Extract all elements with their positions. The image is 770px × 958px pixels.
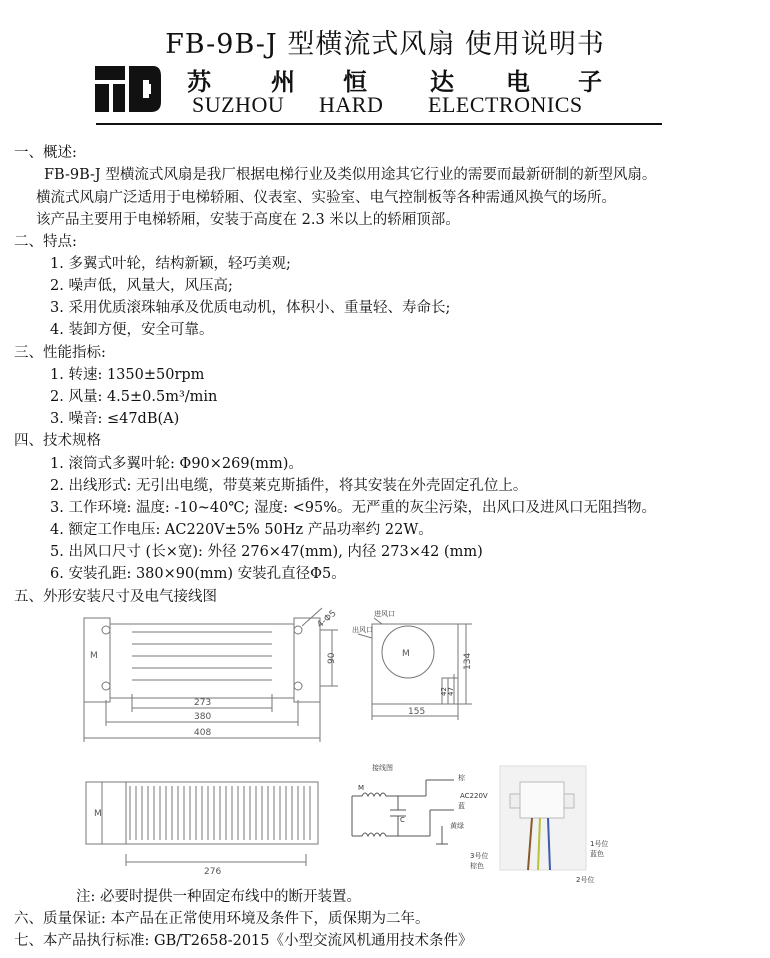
section-3-heading: 三、性能指标: <box>14 345 106 361</box>
spec-item: 3. 工作环境: 温度: -10~40℃; 湿度: <95%。无严重的灰尘污染，出风口及进风口无阻挡物。 <box>50 500 656 516</box>
wiring-voltage: AC220V <box>460 792 488 800</box>
company-en-1: SUZHOU <box>192 92 285 117</box>
photo-pos3: 3号位 <box>470 852 489 860</box>
wiring-motor: M <box>358 784 365 792</box>
section-5-heading: 五、外形安装尺寸及电气接线图 <box>14 589 217 605</box>
company-cn-char-4: 达 <box>430 68 454 96</box>
installation-note: 注: 必要时提供一种固定布线中的断开装置。 <box>76 889 361 905</box>
wiring-brown: 棕 <box>458 774 465 782</box>
front-motor-label: M <box>90 651 98 661</box>
photo-pos1-color: 蓝色 <box>590 850 604 858</box>
company-cn-char-5: 电 <box>506 68 530 96</box>
wiring-capacitor: C <box>400 816 405 824</box>
wiring-yellow-green: 黄绿 <box>450 822 464 830</box>
feature-item: 1. 多翼式叶轮，结构新颖，轻巧美观; <box>50 256 291 272</box>
performance-item: 3. 噪音: ≤47dB(A) <box>50 411 180 427</box>
section-6: 六、质量保证: 本产品在正常使用环境及条件下，质保期为二年。 <box>14 911 430 927</box>
side-dim-47: 47 <box>447 687 455 696</box>
page-title: FB-9B-J 型横流式风扇 使用说明书 <box>165 29 605 60</box>
company-cn-char-6: 子 <box>578 68 602 96</box>
side-tag-inlet: 进风口 <box>374 610 395 618</box>
photo-pos3-color: 棕色 <box>470 862 484 870</box>
side-view-drawing <box>346 604 496 724</box>
bottom-dim-276: 276 <box>204 867 222 877</box>
front-dim-380: 380 <box>194 712 212 722</box>
feature-item: 4. 装卸方便，安全可靠。 <box>50 322 214 338</box>
section-1-line-3: 该产品主要用于电梯轿厢，安装于高度在 2.3 米以上的轿厢顶部。 <box>36 212 460 228</box>
photo-pos1: 1号位 <box>590 840 609 848</box>
company-en-3: ELECTRONICS <box>428 92 583 117</box>
section-4-heading: 四、技术规格 <box>14 433 101 449</box>
company-en-2: HARD <box>319 92 384 117</box>
section-1-heading: 一、概述: <box>14 145 77 161</box>
section-1-line-2: 横流式风扇广泛适用于电梯轿厢、仪表室、实验室、电气控制板等各种需通风换气的场所。 <box>36 190 616 206</box>
front-dim-hole: 4-Φ5 <box>315 608 339 631</box>
front-dim-90: 90 <box>327 652 337 664</box>
company-cn-char-3: 恒 <box>343 68 367 96</box>
company-cn-char-1: 苏 <box>187 68 211 96</box>
photo-pos2: 2号位 <box>576 876 595 884</box>
front-dim-273: 273 <box>194 698 212 708</box>
spec-item: 5. 出风口尺寸 (长×宽): 外径 276×47(mm), 内径 273×42 (mm) <box>50 544 483 560</box>
feature-item: 2. 噪声低，风量大，风压高; <box>50 278 233 294</box>
connector-photo <box>470 764 620 888</box>
performance-item: 1. 转速: 1350±50rpm <box>50 367 205 383</box>
side-dim-42: 42 <box>440 687 448 696</box>
company-logo <box>95 66 161 112</box>
side-dim-134: 134 <box>463 652 473 670</box>
spec-item: 1. 滚筒式多翼叶轮: Φ90×269(mm)。 <box>50 456 303 472</box>
bottom-view-drawing <box>80 768 330 880</box>
section-2-heading: 二、特点: <box>14 234 77 250</box>
performance-item: 2. 风量: 4.5±0.5m³/min <box>50 389 218 405</box>
section-7: 七、本产品执行标准: GB/T2658-2015《小型交流风机通用技术条件》 <box>14 933 473 949</box>
wiring-title: 接线图 <box>372 764 393 772</box>
side-tag-outlet: 出风口 <box>352 626 373 634</box>
front-view-drawing <box>76 604 346 744</box>
bottom-motor-label: M <box>94 809 102 819</box>
spec-item: 2. 出线形式: 无引出电缆，带莫莱克斯插件，将其安装在外壳固定孔位上。 <box>50 478 528 494</box>
wiring-blue: 蓝 <box>458 802 465 810</box>
front-dim-408: 408 <box>194 728 212 738</box>
feature-item: 3. 采用优质滚珠轴承及优质电动机，体积小、重量轻、寿命长; <box>50 300 451 316</box>
side-motor-label: M <box>402 649 410 659</box>
header-rule <box>96 123 662 125</box>
company-cn-char-2: 州 <box>271 68 295 96</box>
side-dim-155: 155 <box>408 707 426 717</box>
section-1-line-1: FB-9B-J 型横流式风扇是我厂根据电梯行业及类似用途其它行业的需要而最新研制的新型风扇。 <box>44 167 657 183</box>
spec-item: 6. 安装孔距: 380×90(mm) 安装孔直径Φ5。 <box>50 566 346 582</box>
spec-item: 4. 额定工作电压: AC220V±5% 50Hz 产品功率约 22W。 <box>50 522 433 538</box>
